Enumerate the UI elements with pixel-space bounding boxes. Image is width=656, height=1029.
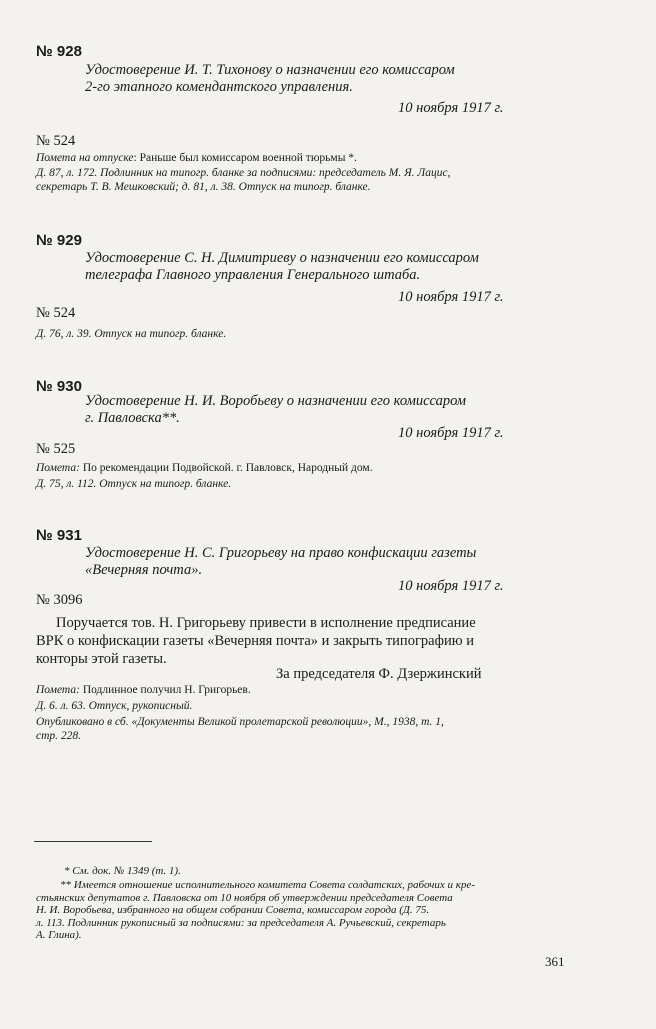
doc-931-body-line3: конторы этой газеты. <box>36 651 167 667</box>
doc-931-title-line2: «Вечерняя почта». <box>85 562 203 578</box>
footnote-2-line1: ** Имеется отношение исполнительного комитета Совета солдатских, рабочих и кре- <box>60 879 475 891</box>
footnote-divider <box>34 841 152 842</box>
doc-929-source: Д. 76, л. 39. Отпуск на типогр. бланке. <box>36 328 227 340</box>
doc-928-note-label: Помета на отпуске <box>36 152 134 164</box>
footnote-2-line4: л. 113. Подлинник рукописный за подписями: за председателя А. Ручьевский, секретарь <box>36 916 446 929</box>
footnote-2-line2: стьянских депутатов г. Павловска от 10 ноября об утверждении председателя Совета <box>36 891 453 904</box>
doc-930-number: № 930 <box>36 378 82 395</box>
doc-929-date: 10 ноября 1917 г. <box>398 289 504 305</box>
doc-931-body <box>36 614 566 668</box>
doc-928-note <box>36 152 357 166</box>
doc-929-title-line2: телеграфа Главного управления Генерального штаба. <box>85 267 421 283</box>
doc-930-title <box>85 393 563 427</box>
doc-928-source-line1: Д. 87, л. 172. Подлинник на типогр. бланке за подписями: председатель М. Я. Лацис, <box>36 167 451 179</box>
doc-928-title-line2: 2-го этапного комендантского управления. <box>85 79 353 95</box>
doc-929-title <box>85 250 563 284</box>
footnote-2 <box>36 879 566 942</box>
doc-931-date: 10 ноября 1917 г. <box>398 578 504 594</box>
doc-929-title-line1: Удостоверение С. Н. Димитриеву о назначении его комиссаром <box>85 250 479 266</box>
doc-929-reg-number: № 524 <box>36 305 76 321</box>
doc-931-note <box>36 684 251 698</box>
doc-931-body-line1: Поручается тов. Н. Григорьеву привести в исполнение предписание <box>56 615 476 631</box>
doc-931-title <box>85 545 563 579</box>
doc-930-reg-number: № 525 <box>36 441 76 457</box>
doc-931-signature: За председателя Ф. Дзержинский <box>276 666 482 682</box>
doc-930-note <box>36 462 373 476</box>
doc-930-source: Д. 75, л. 112. Отпуск на типогр. бланке. <box>36 478 232 490</box>
doc-928-date: 10 ноября 1917 г. <box>398 100 504 116</box>
doc-928-number: № 928 <box>36 43 82 60</box>
doc-931-note-label: Помета: <box>36 684 80 696</box>
footnote-1: * См. док. № 1349 (т. 1). <box>64 865 181 877</box>
footnote-2-line5: А. Глина). <box>36 929 82 941</box>
doc-930-date: 10 ноября 1917 г. <box>398 425 504 441</box>
doc-931-publication-line2: стр. 228. <box>36 729 82 742</box>
doc-930-title-line1: Удостоверение Н. И. Воробьеву о назначении его комиссаром <box>85 393 467 409</box>
doc-928-note-text: : Раньше был комиссаром военной тюрьмы *. <box>133 152 357 164</box>
doc-931-title-line1: Удостоверение Н. С. Григорьеву на право конфискации газеты <box>85 545 477 561</box>
doc-928-reg-number: № 524 <box>36 133 76 149</box>
doc-931-publication-line1: Опубликовано в сб. «Документы Великой пролетарской революции», М., 1938, т. 1, <box>36 716 444 728</box>
doc-931-source: Д. 6. л. 63. Отпуск, рукописный. <box>36 700 193 712</box>
doc-929-number: № 929 <box>36 232 82 249</box>
doc-928-title <box>85 62 563 96</box>
doc-931-number: № 931 <box>36 527 82 544</box>
doc-931-body-line2: ВРК о конфискации газеты «Вечерняя почта» и закрыть типографию и <box>36 633 474 649</box>
doc-930-note-text: По рекомендации Подвойской. г. Павловск, Народный дом. <box>79 462 373 474</box>
doc-931-note-text: Подлинное получил Н. Григорьев. <box>79 684 251 696</box>
doc-931-reg-number: № 3096 <box>36 592 83 608</box>
doc-930-title-line2: г. Павловска**. <box>85 410 180 426</box>
page-number: 361 <box>545 954 565 969</box>
footnote-2-line3: Н. И. Воробьева, избранного на общем собрании Совета, комиссаром города (Д. 75. <box>36 904 430 916</box>
doc-931-publication <box>36 716 444 743</box>
doc-928-source <box>36 167 450 194</box>
doc-928-source-line2: секретарь Т. В. Мешковский; д. 81, л. 38. Отпуск на типогр. бланке. <box>36 180 371 193</box>
doc-928-title-line1: Удостоверение И. Т. Тихонову о назначении его комиссаром <box>85 62 455 78</box>
doc-930-note-label: Помета: <box>36 462 80 474</box>
